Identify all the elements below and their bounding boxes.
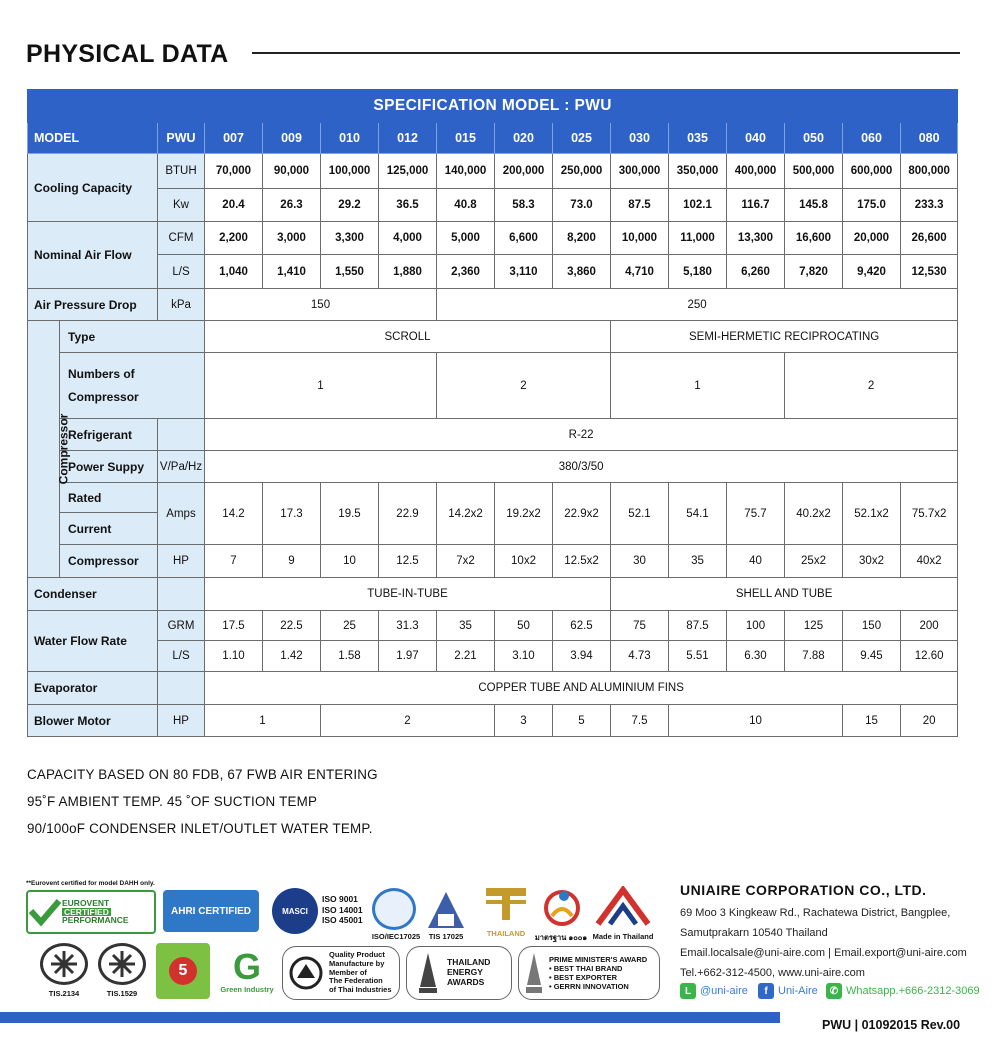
- amps-value: 75.7x2: [901, 483, 958, 545]
- energy-awards-line1: THAILAND: [447, 957, 491, 968]
- ls-value: 1,880: [379, 255, 437, 289]
- ls-value: 7,820: [785, 255, 843, 289]
- ls-value: 1,040: [205, 255, 263, 289]
- kw-value: 233.3: [901, 189, 958, 222]
- air-pressure-drop-label: Air Pressure Drop: [28, 289, 158, 321]
- fti-line1: Quality Product: [329, 950, 385, 960]
- kw-value: 175.0: [843, 189, 901, 222]
- banner-row: [28, 90, 958, 123]
- airflow-ls-row: [28, 255, 958, 289]
- btuh-value: 400,000: [727, 154, 785, 189]
- blower-value: 20: [901, 705, 958, 737]
- model-column-header: 007: [205, 123, 263, 154]
- numbers-label-line2: Compressor: [68, 389, 139, 404]
- compressor-number-row: [28, 353, 958, 419]
- iso-9001: ISO 9001: [322, 894, 358, 904]
- model-column-header: 060: [843, 123, 901, 154]
- kw-value: 102.1: [669, 189, 727, 222]
- evaporator-value: COPPER TUBE AND ALUMINIUM FINS: [205, 672, 958, 705]
- fti-line4: The Federation: [329, 976, 383, 986]
- fti-member-logo: [282, 946, 400, 1000]
- rated-row: [28, 483, 958, 513]
- specification-table: [27, 89, 958, 737]
- refrigerant-label: Refrigerant: [60, 419, 158, 451]
- blower-value: 10: [669, 705, 843, 737]
- numbers-label-line1: Numbers of: [68, 366, 135, 381]
- pressure-row: [28, 289, 958, 321]
- tis2134-icon: [40, 943, 88, 985]
- header-row: [28, 123, 958, 154]
- pressure-value-large: 250: [437, 289, 958, 321]
- water-ls-value: 2.21: [437, 641, 495, 672]
- cfm-value: 2,200: [205, 222, 263, 255]
- power-unit: V/Pa/Hz: [158, 451, 205, 483]
- green-industry-logo: [216, 943, 278, 999]
- amps-value: 40.2x2: [785, 483, 843, 545]
- thai-mark-caption: มาตรฐาน ๑๐๐๑: [534, 933, 588, 942]
- pm-trophy-icon: [525, 951, 543, 995]
- model-column-header: 012: [379, 123, 437, 154]
- grm-value: 125: [785, 611, 843, 641]
- evaporator-unit: [158, 672, 205, 705]
- condenser-shell-and-tube: SHELL AND TUBE: [611, 578, 958, 611]
- prime-minister-award-logo: [518, 946, 660, 1000]
- ahri-certified-logo: [163, 890, 259, 932]
- hp-value: 35: [669, 545, 727, 578]
- green-industry-caption: Green Industry: [220, 984, 274, 994]
- water-ls-unit: L/S: [158, 641, 205, 672]
- blower-hp-unit: HP: [158, 705, 205, 737]
- model-column-header: 030: [611, 123, 669, 154]
- ls-value: 12,530: [901, 255, 958, 289]
- energy-label-5: [156, 943, 210, 999]
- eurovent-line3: PERFORMANCE: [62, 915, 129, 926]
- grm-value: 35: [437, 611, 495, 641]
- amps-value: 52.1x2: [843, 483, 901, 545]
- water-ls-value: 6.30: [727, 641, 785, 672]
- kw-value: 40.8: [437, 189, 495, 222]
- kpa-unit: kPa: [158, 289, 205, 321]
- cfm-value: 4,000: [379, 222, 437, 255]
- hp-value: 10x2: [495, 545, 553, 578]
- iso-iec-caption: ISO/IEC17025: [371, 932, 421, 941]
- kw-value: 73.0: [553, 189, 611, 222]
- type-label: Type: [60, 321, 205, 353]
- grm-value: 200: [901, 611, 958, 641]
- tis1529-icon: [98, 943, 146, 985]
- ahri-label: AHRI CERTIFIED: [171, 905, 251, 917]
- amps-value: 19.5: [321, 483, 379, 545]
- thailand-trust-logo: [482, 886, 530, 930]
- cooling-kw-row: [28, 189, 958, 222]
- compressor-hp-row: [28, 545, 958, 578]
- grm-value: 31.3: [379, 611, 437, 641]
- cooling-btuh-row: [28, 154, 958, 189]
- note-ambient: 95˚F AMBIENT TEMP. 45 ˚OF SUCTION TEMP: [27, 794, 318, 809]
- blower-value: 5: [553, 705, 611, 737]
- evaporator-row: [28, 672, 958, 705]
- company-name: UNIAIRE CORPORATION CO., LTD.: [680, 882, 927, 898]
- pm-award-title: PRIME MINISTER'S AWARD: [549, 955, 648, 964]
- whatsapp-icon: ✆: [826, 983, 842, 999]
- model-column-header: 040: [727, 123, 785, 154]
- cfm-value: 3,000: [263, 222, 321, 255]
- unit-header: PWU: [158, 123, 205, 154]
- amps-value: 19.2x2: [495, 483, 553, 545]
- energy-awards-line3: AWARDS: [447, 976, 485, 987]
- model-column-header: 035: [669, 123, 727, 154]
- kw-value: 29.2: [321, 189, 379, 222]
- water-ls-value: 9.45: [843, 641, 901, 672]
- water-ls-value: 1.58: [321, 641, 379, 672]
- pm-award-item3: • GERRN INNOVATION: [549, 982, 629, 991]
- btuh-value: 800,000: [901, 154, 958, 189]
- kw-value: 145.8: [785, 189, 843, 222]
- tis-lab-icon: [426, 888, 466, 930]
- cfm-value: 26,600: [901, 222, 958, 255]
- ls-value: 9,420: [843, 255, 901, 289]
- blower-value: 1: [205, 705, 321, 737]
- water-ls-value: 3.94: [553, 641, 611, 672]
- blower-motor-label: Blower Motor: [28, 705, 158, 737]
- model-column-header: 025: [553, 123, 611, 154]
- cfm-value: 11,000: [669, 222, 727, 255]
- condenser-label: Condenser: [28, 578, 158, 611]
- hp-value: 12.5: [379, 545, 437, 578]
- model-column-header: 020: [495, 123, 553, 154]
- number-value: 1: [611, 353, 785, 419]
- hp-value: 25x2: [785, 545, 843, 578]
- fti-line2: Manufacture by: [329, 959, 385, 969]
- grm-unit: GRM: [158, 611, 205, 641]
- eurovent-logo: [26, 890, 156, 934]
- number-value: 2: [437, 353, 611, 419]
- compressor-hp-label: Compressor: [60, 545, 158, 578]
- water-grm-row: [28, 611, 958, 641]
- pm-award-item2: • BEST EXPORTER: [549, 973, 618, 982]
- amps-value: 14.2: [205, 483, 263, 545]
- thai-standard-icon: [542, 886, 582, 930]
- nominal-air-flow-label: Nominal Air Flow: [28, 222, 158, 289]
- hp-value: 7: [205, 545, 263, 578]
- btuh-value: 90,000: [263, 154, 321, 189]
- current-label: Current: [60, 513, 158, 545]
- kw-value: 36.5: [379, 189, 437, 222]
- hp-value: 30: [611, 545, 669, 578]
- cfm-value: 13,300: [727, 222, 785, 255]
- hp-value: 40x2: [901, 545, 958, 578]
- refrigerant-value: R-22: [205, 419, 958, 451]
- water-ls-value: 1.10: [205, 641, 263, 672]
- refrigerant-unit: [158, 419, 205, 451]
- document-reference: PWU | 01092015 Rev.00: [822, 1018, 961, 1032]
- amps-value: 17.3: [263, 483, 321, 545]
- green-g-icon: G: [232, 945, 261, 987]
- power-supply-value: 380/3/50: [205, 451, 958, 483]
- grm-value: 75: [611, 611, 669, 641]
- facebook-icon: f: [758, 983, 774, 999]
- cfm-value: 16,600: [785, 222, 843, 255]
- btuh-value: 140,000: [437, 154, 495, 189]
- grm-value: 87.5: [669, 611, 727, 641]
- rated-label: Rated: [60, 483, 158, 513]
- cfm-value: 3,300: [321, 222, 379, 255]
- title-divider: [252, 52, 960, 54]
- grm-value: 25: [321, 611, 379, 641]
- btuh-value: 350,000: [669, 154, 727, 189]
- kw-value: 58.3: [495, 189, 553, 222]
- cfm-value: 6,600: [495, 222, 553, 255]
- ls-value: 1,410: [263, 255, 321, 289]
- blower-value: 15: [843, 705, 901, 737]
- hp-value: 10: [321, 545, 379, 578]
- amps-unit: Amps: [158, 483, 205, 545]
- line-handle: @uni-aire: [700, 985, 748, 997]
- table-banner: SPECIFICATION MODEL : PWU: [28, 90, 958, 123]
- condenser-unit: [158, 578, 205, 611]
- note-condenser: 90/100oF CONDENSER INLET/OUTLET WATER TEMP.: [27, 821, 373, 836]
- grm-value: 150: [843, 611, 901, 641]
- compressor-vertical-label: Compressor: [56, 413, 71, 485]
- model-column-header: 015: [437, 123, 495, 154]
- pm-award-item1: • BEST THAI BRAND: [549, 964, 623, 973]
- grm-value: 50: [495, 611, 553, 641]
- amps-value: 75.7: [727, 483, 785, 545]
- energy-awards-line2: ENERGY: [447, 967, 483, 978]
- refrigerant-row: [28, 419, 958, 451]
- water-ls-row: [28, 641, 958, 672]
- grm-value: 22.5: [263, 611, 321, 641]
- energy-number: 5: [169, 957, 197, 985]
- kw-value: 116.7: [727, 189, 785, 222]
- condenser-row: [28, 578, 958, 611]
- fti-line5: of Thai Industries: [329, 984, 392, 994]
- evaporator-label: Evaporator: [28, 672, 158, 705]
- cfm-value: 20,000: [843, 222, 901, 255]
- eurovent-note: **Eurovent certified for model DAHH only.: [26, 880, 155, 887]
- hp-value: 7x2: [437, 545, 495, 578]
- note-capacity: CAPACITY BASED ON 80 FDB, 67 FWB AIR ENTERING: [27, 767, 378, 782]
- water-flow-rate-label: Water Flow Rate: [28, 611, 158, 672]
- btuh-value: 200,000: [495, 154, 553, 189]
- btuh-value: 100,000: [321, 154, 379, 189]
- eurovent-check-icon: [28, 897, 62, 927]
- ls-value: 6,260: [727, 255, 785, 289]
- power-supply-label: Power Suppy: [60, 451, 158, 483]
- water-ls-value: 3.10: [495, 641, 553, 672]
- company-address-line1: 69 Moo 3 Kingkeaw Rd., Rachatewa District, Bangplee,: [680, 907, 951, 919]
- ls-value: 1,550: [321, 255, 379, 289]
- compressor-type-row: [28, 321, 958, 353]
- line-contact[interactable]: [680, 983, 748, 999]
- hp-value: 9: [263, 545, 321, 578]
- compressor-group-label: [28, 321, 71, 578]
- hp-value: 12.5x2: [553, 545, 611, 578]
- ls-value: 2,360: [437, 255, 495, 289]
- fti-line3: Member of: [329, 967, 367, 977]
- amps-value: 14.2x2: [437, 483, 495, 545]
- pressure-value-small: 150: [205, 289, 437, 321]
- water-ls-value: 5.51: [669, 641, 727, 672]
- grm-value: 100: [727, 611, 785, 641]
- facebook-contact[interactable]: [758, 983, 818, 999]
- ls-value: 3,110: [495, 255, 553, 289]
- eurovent-line2: CERTIFIED: [64, 906, 109, 917]
- footer-blue-bar: [0, 1012, 780, 1023]
- model-column-header: 080: [901, 123, 958, 154]
- amps-value: 54.1: [669, 483, 727, 545]
- kw-value: 26.3: [263, 189, 321, 222]
- numbers-of-compressor-label: [60, 353, 205, 419]
- kw-unit: Kw: [158, 189, 205, 222]
- model-column-header: 050: [785, 123, 843, 154]
- grm-value: 62.5: [553, 611, 611, 641]
- water-ls-value: 1.42: [263, 641, 321, 672]
- btuh-value: 70,000: [205, 154, 263, 189]
- water-ls-value: 12.60: [901, 641, 958, 672]
- water-ls-value: 4.73: [611, 641, 669, 672]
- tisi-globe-icon: [372, 888, 416, 930]
- iso-45001: ISO 45001: [322, 915, 363, 926]
- power-supply-row: [28, 451, 958, 483]
- amps-value: 22.9: [379, 483, 437, 545]
- model-column-header: 009: [263, 123, 321, 154]
- number-value: 2: [785, 353, 958, 419]
- tis1529-caption: TIS.1529: [106, 989, 138, 998]
- blower-value: 2: [321, 705, 495, 737]
- water-ls-value: 1.97: [379, 641, 437, 672]
- amps-value: 22.9x2: [553, 483, 611, 545]
- company-address-line2: Samutprakarn 10540 Thailand: [680, 927, 828, 939]
- btuh-value: 125,000: [379, 154, 437, 189]
- masci-label: MASCI: [282, 906, 308, 916]
- cfm-value: 8,200: [553, 222, 611, 255]
- btuh-value: 600,000: [843, 154, 901, 189]
- kw-value: 20.4: [205, 189, 263, 222]
- ls-value: 4,710: [611, 255, 669, 289]
- condenser-tube-in-tube: TUBE-IN-TUBE: [205, 578, 611, 611]
- line-icon: L: [680, 983, 696, 999]
- thailand-caption: THAILAND: [486, 929, 526, 938]
- kw-value: 87.5: [611, 189, 669, 222]
- hp-value: 40: [727, 545, 785, 578]
- grm-value: 17.5: [205, 611, 263, 641]
- cooling-capacity-label: Cooling Capacity: [28, 154, 158, 222]
- water-ls-value: 7.88: [785, 641, 843, 672]
- btuh-value: 250,000: [553, 154, 611, 189]
- whatsapp-number: Whatsapp.+666-2312-3069: [846, 985, 980, 997]
- type-semi-hermetic: SEMI-HERMETIC RECIPROCATING: [611, 321, 958, 353]
- ls-value: 5,180: [669, 255, 727, 289]
- cfm-value: 10,000: [611, 222, 669, 255]
- btuh-unit: BTUH: [158, 154, 205, 189]
- blower-value: 7.5: [611, 705, 669, 737]
- tis2134-caption: TIS.2134: [48, 989, 80, 998]
- company-email[interactable]: Email.localsale@uni-aire.com | Email.export@uni-aire.com: [680, 947, 967, 959]
- blower-value: 3: [495, 705, 553, 737]
- iso-list: [322, 894, 363, 926]
- cfm-unit: CFM: [158, 222, 205, 255]
- eurovent-line1: EUROVENT: [62, 897, 110, 908]
- company-tel-web[interactable]: Tel.+662-312-4500, www.uni-aire.com: [680, 967, 865, 979]
- ls-value: 3,860: [553, 255, 611, 289]
- page-title: PHYSICAL DATA: [26, 40, 229, 68]
- btuh-value: 500,000: [785, 154, 843, 189]
- facebook-handle: Uni-Aire: [778, 985, 818, 997]
- made-in-thailand-icon: [594, 886, 652, 930]
- airflow-cfm-row: [28, 222, 958, 255]
- fti-emblem-icon: [289, 956, 323, 990]
- trophy-icon: [417, 951, 439, 995]
- iso-14001: ISO 14001: [322, 904, 363, 915]
- hp-unit: HP: [158, 545, 205, 578]
- masci-logo: [272, 888, 318, 934]
- tis17025-caption: TIS 17025: [428, 932, 464, 941]
- amps-value: 52.1: [611, 483, 669, 545]
- whatsapp-contact[interactable]: [826, 983, 980, 999]
- ls-unit: L/S: [158, 255, 205, 289]
- number-value: 1: [205, 353, 437, 419]
- hp-value: 30x2: [843, 545, 901, 578]
- made-in-thailand-caption: Made in Thailand: [592, 932, 654, 941]
- energy-awards-logo: [406, 946, 512, 1000]
- cfm-value: 5,000: [437, 222, 495, 255]
- model-header: MODEL: [28, 123, 158, 154]
- type-scroll: SCROLL: [205, 321, 611, 353]
- model-column-header: 010: [321, 123, 379, 154]
- blower-row: [28, 705, 958, 737]
- btuh-value: 300,000: [611, 154, 669, 189]
